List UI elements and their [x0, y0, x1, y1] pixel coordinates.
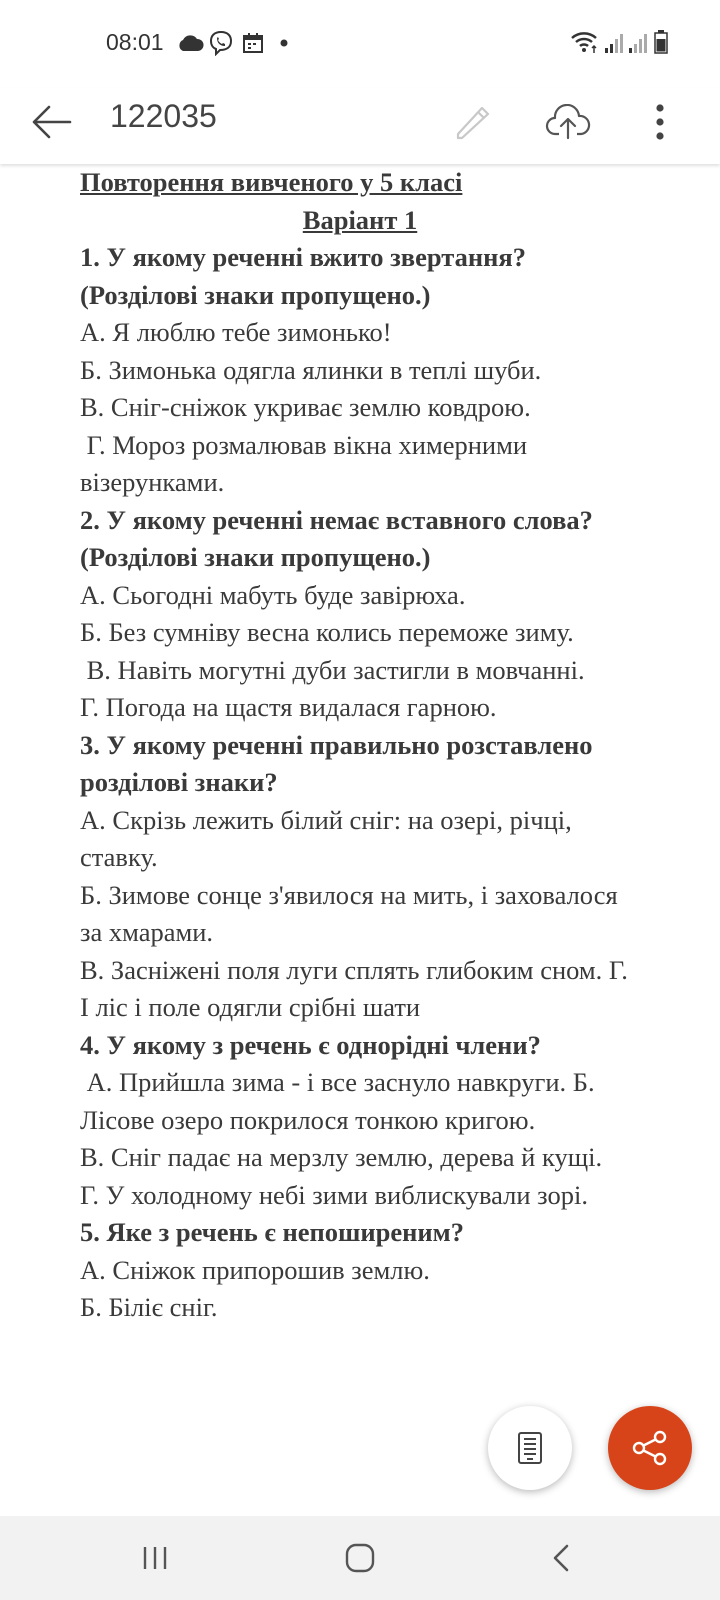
share-icon: [630, 1428, 670, 1468]
answer-option: В. Засніжені поля луги сплять глибоким сном. Г. І ліс і поле одягли срібні шати: [80, 954, 635, 1022]
dot-icon: [280, 39, 288, 47]
document-text: [80, 164, 640, 1327]
answer-option: Г. Погода на щастя видалася гарною.: [80, 692, 497, 722]
recent-apps-icon: [141, 1545, 169, 1571]
answer-option: А. Сьогодні мабуть буде завірюха.: [80, 579, 466, 610]
question-text: 5. Яке з речень є непоширеним?: [80, 1217, 464, 1247]
calendar-icon: [242, 32, 264, 54]
answer-option: Б. Зимонька одягла ялинки в теплі шуби.: [80, 354, 542, 385]
answer-option: Г. У холодному небі зими виблискували зорі.: [80, 1179, 588, 1210]
answer-option: В. Сніг падає на мерзлу землю, дерева й кущі.: [80, 1142, 603, 1172]
document-heading: Повторення вивченого у 5 класі: [80, 167, 463, 197]
edit-button[interactable]: [446, 92, 502, 152]
status-time: 08:01: [106, 29, 164, 55]
back-arrow-icon: [32, 105, 72, 139]
question-text: 4. У якому з речень є однорідні члени?: [80, 1029, 541, 1060]
answer-option: А. Сніжок припорошив землю.: [80, 1254, 430, 1285]
back-button[interactable]: [22, 92, 82, 152]
answer-option: А. Я люблю тебе зимонько!: [80, 317, 392, 347]
answer-option: Б. Біліє сніг.: [80, 1292, 218, 1322]
answer-option: А. Скрізь лежить білий сніг: на озері, річці, ставку.: [80, 804, 579, 872]
answer-option: В. Сніг-сніжок укриває землю ковдрою.: [80, 392, 531, 422]
question-text: 3. У якому реченні правильно розставлено розділові знаки?: [80, 729, 600, 797]
back-nav-button[interactable]: [526, 1526, 596, 1590]
navigation-bar: [0, 1516, 720, 1600]
status-bar: [0, 0, 720, 88]
cloud-icon: [176, 34, 204, 52]
home-icon: [344, 1542, 376, 1574]
answer-option: А. Прийшла зима - і все заснуло навкруги. Б. Лісове озеро покрилося тонкою кригою.: [80, 1067, 602, 1135]
answer-option: Б. Без сумніву весна колись переможе зиму.: [80, 617, 574, 647]
upload-button[interactable]: [538, 92, 598, 152]
battery-icon: [654, 30, 668, 54]
variant-heading: Варіант 1: [302, 204, 418, 235]
home-button[interactable]: [325, 1526, 395, 1590]
signal-icon: [604, 32, 624, 54]
document-view[interactable]: [0, 164, 720, 1516]
answer-option: В. Навіть могутні дуби застигли в мовчанні.: [80, 654, 585, 685]
recent-apps-button[interactable]: [120, 1526, 190, 1590]
viber-icon: [208, 30, 234, 56]
reader-mode-button[interactable]: [488, 1406, 572, 1490]
answer-option: Б. Зимове сонце з'явилося на мить, і заховалося за хмарами.: [80, 879, 625, 947]
question-text: 2. У якому реченні немає вставного слова? (Розділові знаки пропущено.): [80, 504, 600, 572]
back-icon: [551, 1543, 571, 1573]
document-title: 122035: [110, 98, 217, 134]
reader-mode-icon: [517, 1431, 543, 1465]
share-button[interactable]: [608, 1406, 692, 1490]
pencil-icon: [454, 102, 494, 142]
signal-icon: [628, 32, 648, 54]
question-text: 1. У якому реченні вжито звертання? (Розділові знаки пропущено.): [80, 242, 533, 310]
answer-option: Г. Мороз розмалював вікна химерними візерунками.: [80, 429, 534, 497]
more-vert-icon: [655, 104, 665, 140]
cloud-upload-icon: [545, 104, 591, 140]
app-bar: [0, 88, 720, 164]
wifi-icon: [570, 30, 600, 54]
more-options-button[interactable]: [640, 92, 680, 152]
